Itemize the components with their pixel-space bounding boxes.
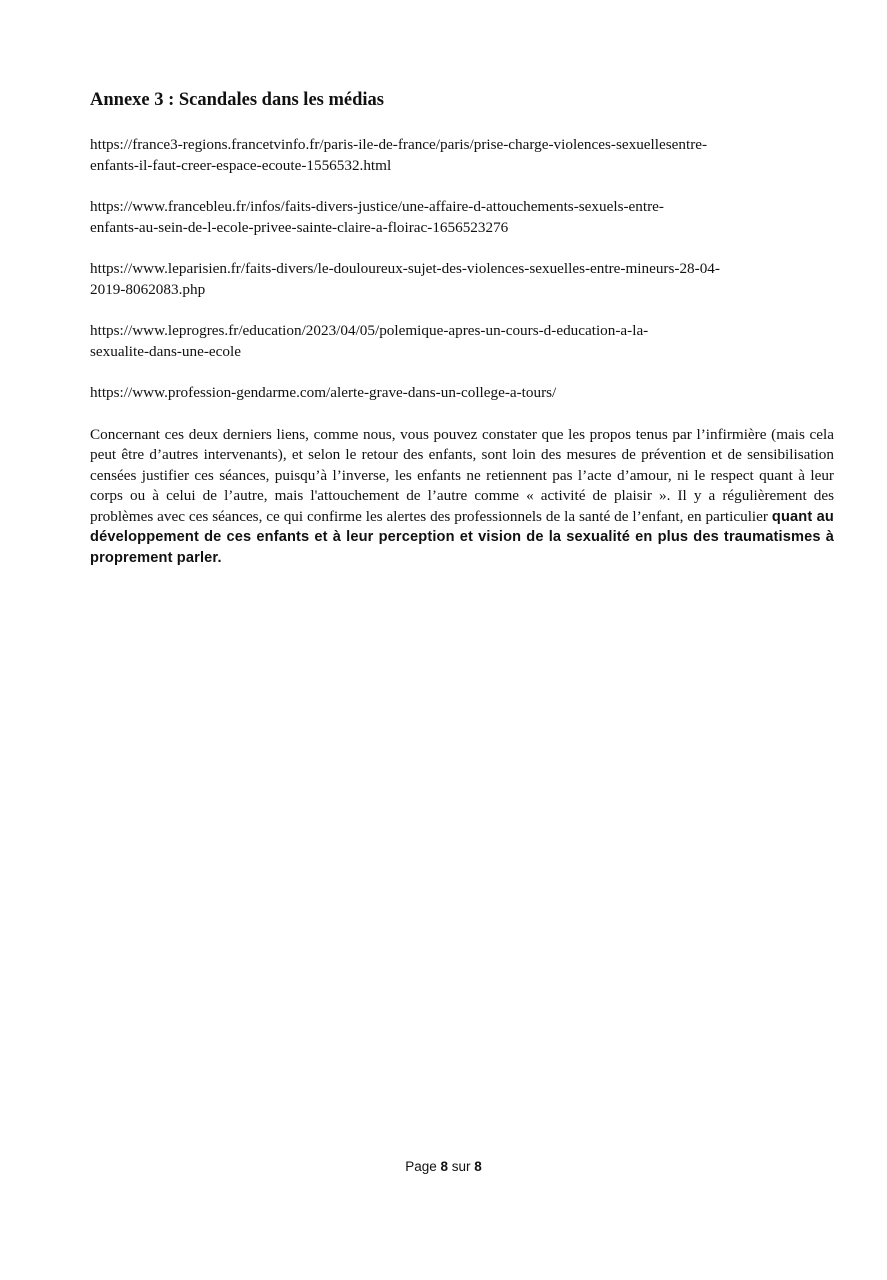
- media-link-leparisien[interactable]: [90, 259, 834, 300]
- link-text-line: https://www.leprogres.fr/education/2023/04/05/polemique-apres-un-cours-d-education-a-la-: [90, 322, 649, 339]
- link-text-line: https://france3-regions.francetvinfo.fr/paris-ile-de-france/paris/prise-charge-violences-sexuellesentre-: [90, 136, 708, 153]
- paragraph-regular-text: Concernant ces deux derniers liens, comme nous, vous pouvez constater que les propos tenus par l’infirmière (mais cela peut être d’autres intervenants), et selon le retour des enfants, sont loin des mesures de prévention et de sensibilisation censées justifier ces séances, puisqu’à l’inverse, les enfants ne retiennent pas l’acte d’amour, ni le respect quant à leur corps ou à celui de l’autre, mais l'attouchement de l’autre comme « activité de plaisir ». Il y a régulièrement des problèmes avec ces séances, ce qui confirme les alertes des professionnels de la santé de l’enfant, en particulier: [90, 425, 834, 525]
- footer-middle: sur: [448, 1159, 475, 1174]
- paragraph-bold-text: quant au développement de ces enfants et à leur perception et vision de la sexualité en plus des traumatismes à proprement parler.: [90, 508, 834, 567]
- media-link-francebleu[interactable]: [90, 197, 834, 238]
- document-page: [90, 88, 834, 569]
- footer-total-pages: 8: [474, 1159, 482, 1174]
- link-text-line: 2019-8062083.php: [90, 280, 206, 298]
- media-link-leprogres[interactable]: [90, 321, 834, 362]
- media-link-france3[interactable]: [90, 135, 834, 176]
- link-text-line: https://www.leparisien.fr/faits-divers/le-douloureux-sujet-des-violences-sexuelles-entre-mineurs-28-04-: [90, 260, 720, 277]
- link-text-line: https://www.profession-gendarme.com/alerte-grave-dans-un-college-a-tours/: [90, 384, 557, 401]
- media-link-profession-gendarme[interactable]: [90, 383, 834, 404]
- page-footer: [0, 1159, 887, 1174]
- footer-current-page: 8: [440, 1159, 448, 1174]
- link-text-line: sexualite-dans-une-ecole: [90, 342, 241, 360]
- footer-prefix: Page: [405, 1159, 441, 1174]
- link-text-line: enfants-au-sein-de-l-ecole-privee-sainte-claire-a-floirac-1656523276: [90, 218, 509, 236]
- commentary-paragraph: [90, 425, 834, 569]
- link-text-line: https://www.francebleu.fr/infos/faits-divers-justice/une-affaire-d-attouchements-sexuels-entre-: [90, 198, 664, 215]
- annex-title: Annexe 3 : Scandales dans les médias: [90, 90, 384, 110]
- link-text-line: enfants-il-faut-creer-espace-ecoute-1556532.html: [90, 156, 392, 174]
